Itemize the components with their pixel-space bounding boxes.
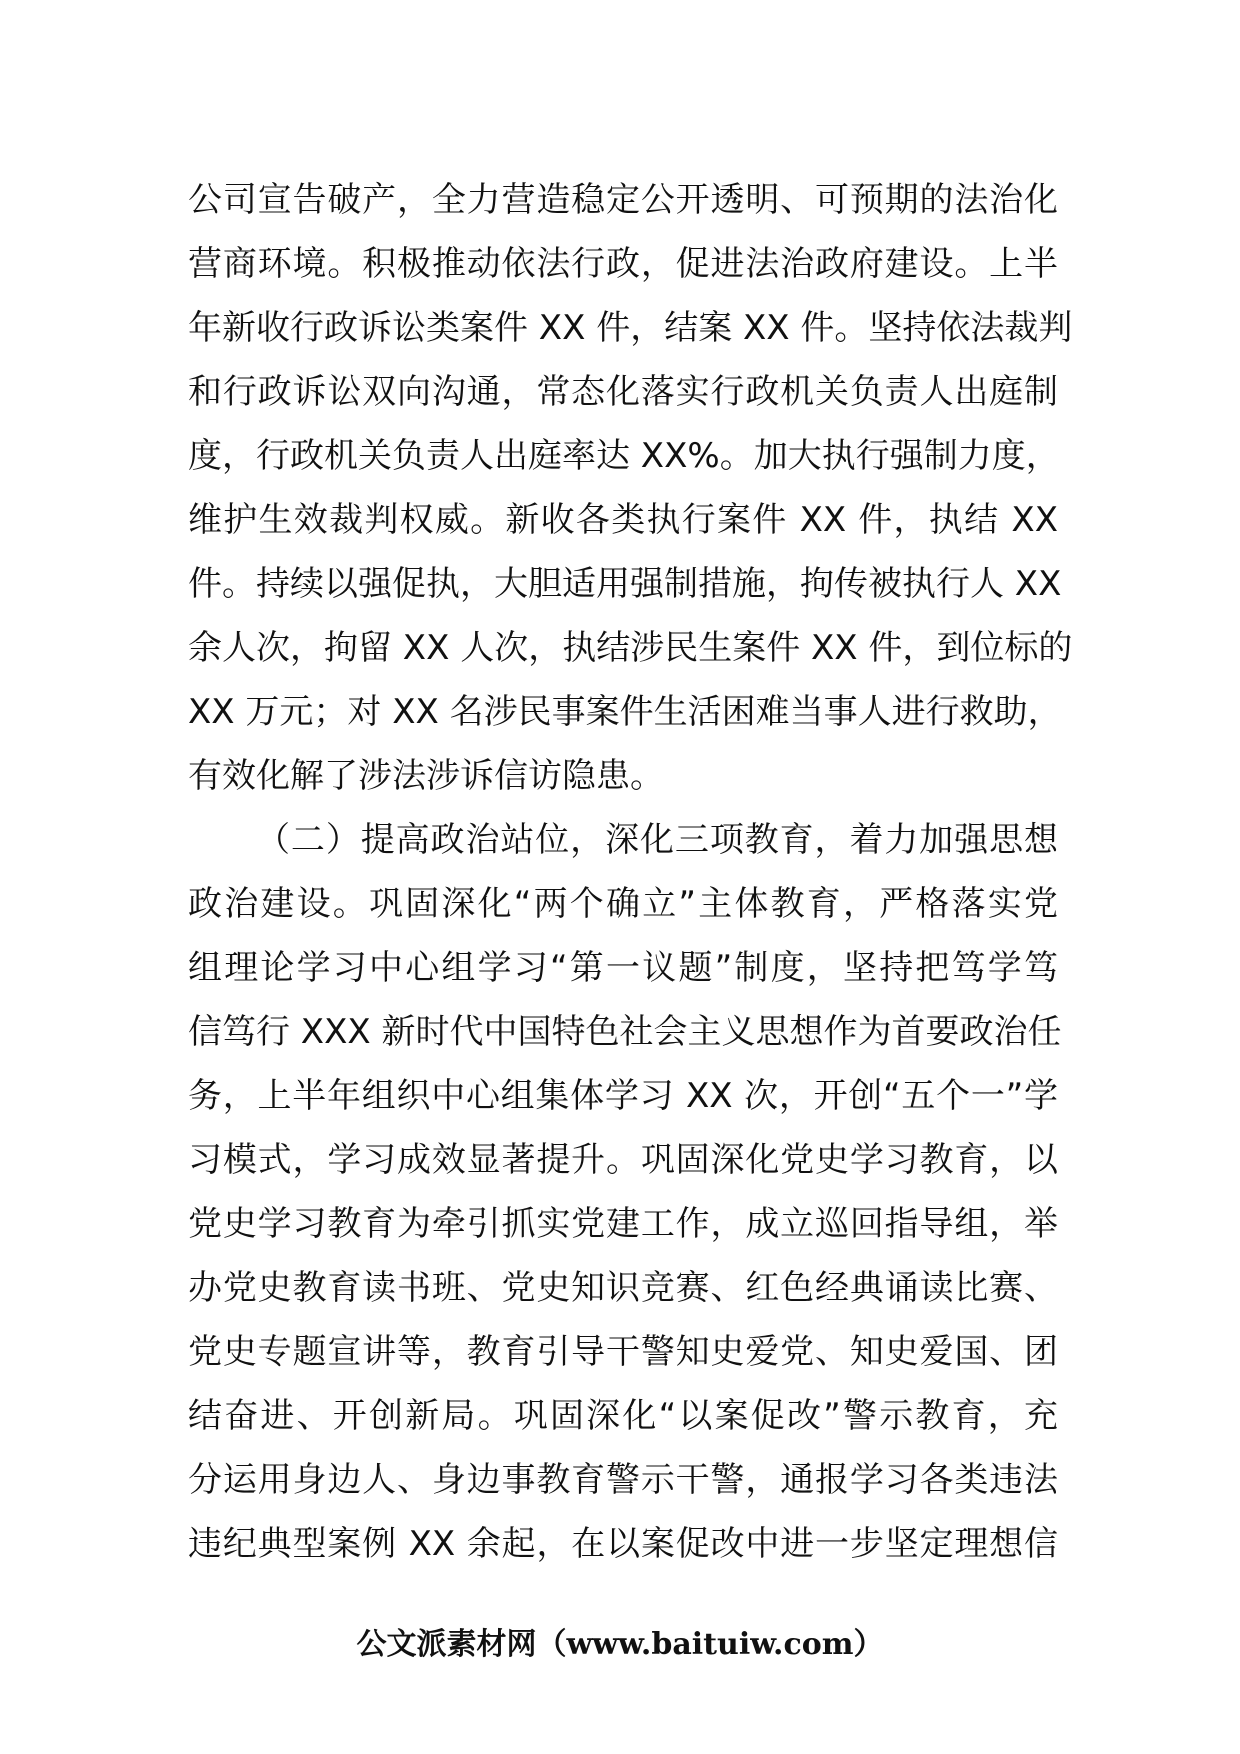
paragraph-1-line-4: 和行政诉讼双向沟通，常态化落实行政机关负责人出庭制 (188, 372, 1058, 412)
paragraph-2-line-11: 分运用身边人、身边事教育警示干警，通报学习各类违法 (188, 1460, 1058, 1500)
paragraph-1-line-7: 件。持续以强促执，大胆适用强制措施，拘传被执行人 XX (188, 564, 1062, 604)
paragraph-1-line-6: 维护生效裁判权威。新收各类执行案件 XX 件，执结 XX (188, 500, 1058, 540)
paragraph-1-line-5: 度，行政机关负责人出庭率达 XX%。加大执行强制力度， (188, 436, 1060, 476)
body-text (188, 168, 1073, 1576)
paragraph-2-line-4: 信笃行 XXX 新时代中国特色社会主义思想作为首要政治任 (188, 1012, 1062, 1052)
paragraph-2-line-9: 党史专题宣讲等，教育引导干警知史爱党、知史爱国、团 (188, 1332, 1058, 1372)
paragraph-1-line-8: 余人次，拘留 XX 人次，执结涉民生案件 XX 件，到位标的 (188, 628, 1073, 668)
paragraph-2-line-10: 结奋进、开创新局。巩固深化“以案促改”警示教育，充 (188, 1396, 1058, 1436)
paragraph-1-line-9: XX 万元；对 XX 名涉民事案件生活困难当事人进行救助， (188, 692, 1062, 732)
paragraph-1-line-2: 营商环境。积极推动依法行政，促进法治政府建设。上半 (188, 244, 1058, 284)
paragraph-2-line-6: 习模式，学习成效显著提升。巩固深化党史学习教育，以 (188, 1140, 1058, 1180)
paragraph-2-line-5: 务，上半年组织中心组集体学习 XX 次，开创“五个一”学 (188, 1076, 1058, 1116)
paragraph-1-line-3: 年新收行政诉讼类案件 XX 件，结案 XX 件。坚持依法裁判 (188, 308, 1073, 348)
paragraph-1-line-10: 有效化解了涉法涉诉信访隐患。 (188, 756, 664, 796)
paragraph-2-line-12: 违纪典型案例 XX 余起，在以案促改中进一步坚定理想信 (188, 1524, 1058, 1564)
footer-watermark: 公文派素材网（www.baituiw.com） (356, 1627, 884, 1662)
paragraph-2-line-8: 办党史教育读书班、党史知识竞赛、红色经典诵读比赛、 (188, 1268, 1058, 1308)
paragraph-2-line-2: 政治建设。巩固深化“两个确立”主体教育，严格落实党 (188, 884, 1058, 924)
paragraph-1-line-1: 公司宣告破产，全力营造稳定公开透明、可预期的法治化 (188, 180, 1058, 220)
paragraph-2-line-1: （二）提高政治站位，深化三项教育，着力加强思想 (256, 820, 1058, 860)
paragraph-2-line-3: 组理论学习中心组学习“第一议题”制度，坚持把笃学笃 (188, 948, 1058, 988)
paragraph-2-line-7: 党史学习教育为牵引抓实党建工作，成立巡回指导组，举 (188, 1204, 1058, 1244)
